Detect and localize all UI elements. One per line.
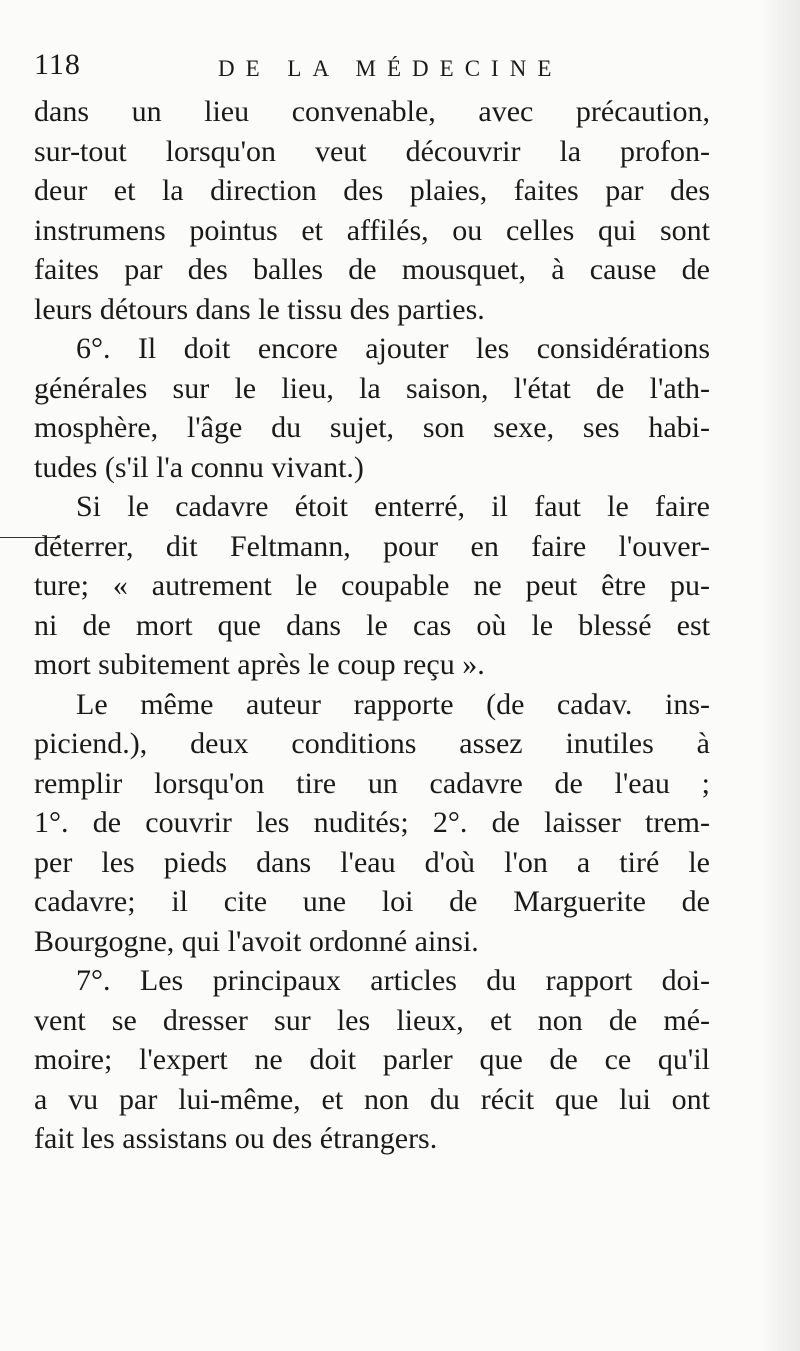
text-line: 7°. Les principaux articles du rapport doi- (76, 964, 710, 997)
text-line: 1°. de couvrir les nudités; 2°. de laisser trem- (34, 806, 710, 839)
text-line: deur et la direction des plaies, faites par des (34, 174, 710, 207)
text-line: générales sur le lieu, la saison, l'état de l'ath- (34, 371, 710, 405)
text-line: per les pieds dans l'eau d'où l'on a tiré le (34, 845, 710, 879)
body-text (34, 92, 710, 1159)
text-line: mort subitement après le coup reçu ». (34, 648, 485, 681)
text-line: mosphère, l'âge du sujet, son sexe, ses habi- (34, 411, 710, 444)
text-line: Bourgogne, qui l'avoit ordonné ainsi. (34, 924, 479, 958)
running-title: DE LA MÉDECINE (218, 56, 563, 81)
text-line: instrumens pointus et affilés, ou celles qui sont (34, 213, 710, 247)
text-line: ni de mort que dans le cas où le blessé est (34, 608, 710, 642)
text-line: remplir lorsqu'on tire un cadavre de l'eau ; (34, 766, 710, 800)
text-line: Le même auteur rapporte (de cadav. ins- (76, 687, 710, 721)
text-line: déterrer, dit Feltmann, pour en faire l'ouver- (34, 529, 710, 563)
text-line: 6°. Il doit encore ajouter les considérations (76, 332, 710, 365)
scan-shadow (760, 0, 800, 1351)
text-line: Si le cadavre étoit enterré, il faut le faire (76, 490, 710, 523)
text-line: sur-tout lorsqu'on veut découvrir la profon- (34, 134, 710, 168)
text-line: fait les assistans ou des étrangers. (34, 1122, 438, 1155)
text-line: ture; « autrement le coupable ne peut être pu- (34, 569, 710, 602)
text-line: piciend.), deux conditions assez inutiles à (34, 727, 710, 760)
page-number: 118 (34, 48, 81, 81)
text-line: faites par des balles de mousquet, à cause de (34, 253, 710, 286)
text-line: moire; l'expert ne doit parler que de ce qu'il (34, 1043, 710, 1076)
text-line: a vu par lui-même, et non du récit que lui ont (34, 1082, 710, 1116)
text-line: cadavre; il cite une loi de Marguerite de (34, 885, 710, 918)
text-line: tudes (s'il l'a connu vivant.) (34, 450, 364, 484)
page-header (30, 44, 770, 84)
text-line: dans un lieu convenable, avec précaution, (34, 95, 710, 128)
text-line: vent se dresser sur les lieux, et non de mé- (34, 1003, 710, 1037)
text-line: leurs détours dans le tissu des parties. (34, 292, 485, 326)
